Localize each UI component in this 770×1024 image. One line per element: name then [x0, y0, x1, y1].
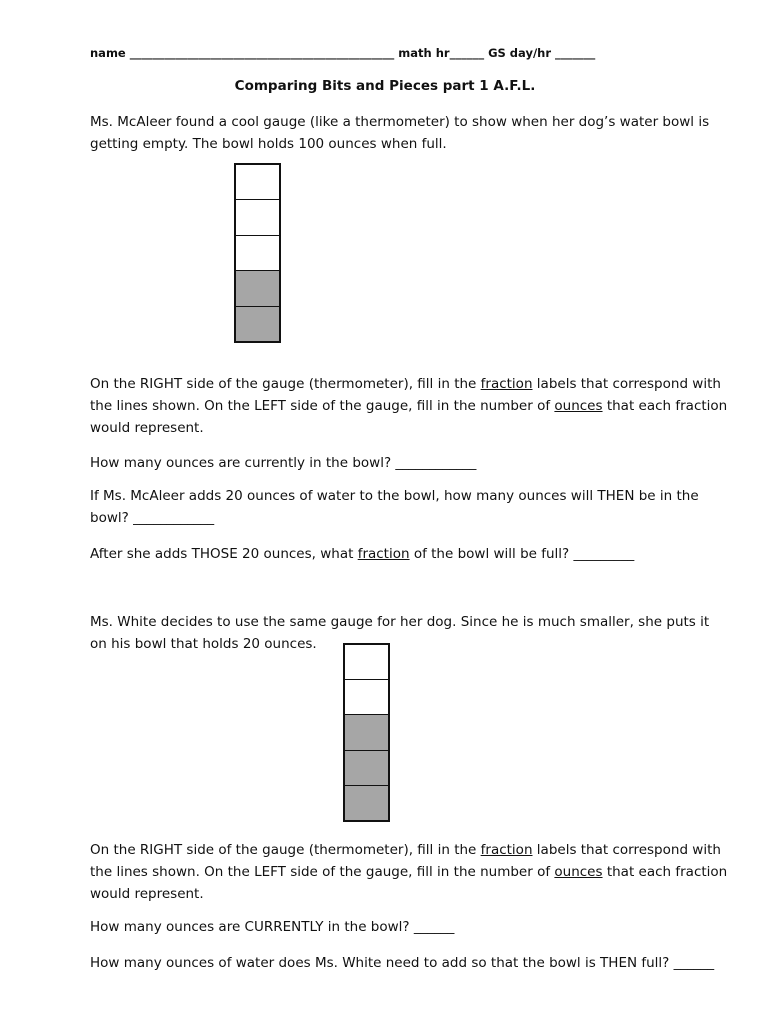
- gauge-segment-empty: [236, 199, 279, 234]
- gauge-1: [234, 163, 281, 343]
- gauge-segment-filled: [345, 750, 388, 785]
- math-hr-label: math hr: [398, 46, 450, 60]
- gs-blank[interactable]: _______: [555, 46, 596, 60]
- section1-question-2[interactable]: If Ms. McAleer adds 20 ounces of water to the bowl, how many ounces will THEN be in the bowl? ____________: [90, 488, 699, 526]
- section2-instructions: [90, 839, 730, 905]
- fraction-word: fraction: [480, 376, 533, 392]
- gauge-segment-filled: [345, 714, 388, 749]
- instr-text-a: On the RIGHT side of the gauge (thermometer), fill in the: [90, 376, 481, 392]
- name-blank[interactable]: ______________________________________________: [129, 46, 395, 60]
- gauge-segment-filled: [345, 785, 388, 820]
- gauge-segment-empty: [345, 679, 388, 714]
- section1-question-1[interactable]: How many ounces are currently in the bowl? ____________: [90, 455, 477, 471]
- section1-instructions: [90, 373, 730, 439]
- name-label: name: [90, 46, 126, 60]
- gauge-segment-empty: [236, 235, 279, 270]
- q3-text-b: of the bowl will be full? _________: [409, 546, 635, 562]
- gauge-segment-filled: [236, 270, 279, 305]
- section1-intro: Ms. McAleer found a cool gauge (like a thermometer) to show when her dog’s water bowl is getting empty. The bowl holds 100 ounces when full.: [90, 114, 710, 152]
- instr-text-b: labels that correspond with the lines shown. On the LEFT side of the gauge, fill in the number of: [90, 376, 721, 414]
- page-title: Comparing Bits and Pieces part 1 A.F.L.: [234, 78, 536, 94]
- section2-question-2[interactable]: How many ounces of water does Ms. White need to add so that the bowl is THEN full? ______: [90, 955, 715, 971]
- gauge-segment-empty: [236, 165, 279, 199]
- instr-text-c: that each fraction would represent.: [90, 864, 728, 902]
- section2-intro: Ms. White decides to use the same gauge for her dog. Since he is much smaller, she puts it on his bowl that holds 20 ounces.: [90, 614, 710, 652]
- section2-question-1[interactable]: How many ounces are CURRENTLY in the bowl? ______: [90, 919, 455, 935]
- gs-label: GS day/hr: [488, 46, 551, 60]
- header-line: [90, 46, 726, 60]
- q3-text-a: After she adds THOSE 20 ounces, what: [90, 546, 358, 562]
- ounces-word: ounces: [554, 398, 603, 414]
- ounces-word: ounces: [554, 864, 603, 880]
- fraction-word: fraction: [480, 842, 533, 858]
- instr-text-c: that each fraction would represent.: [90, 398, 728, 436]
- q3-fraction-word: fraction: [357, 546, 410, 562]
- gauge-segment-filled: [236, 306, 279, 341]
- instr-text-b: labels that correspond with the lines shown. On the LEFT side of the gauge, fill in the number of: [90, 842, 721, 880]
- gauge-segment-empty: [345, 645, 388, 679]
- section1-question-3[interactable]: [90, 543, 730, 565]
- gauge-2: [343, 643, 390, 822]
- math-hr-blank[interactable]: ______: [449, 46, 485, 60]
- instr-text-a: On the RIGHT side of the gauge (thermometer), fill in the: [90, 842, 481, 858]
